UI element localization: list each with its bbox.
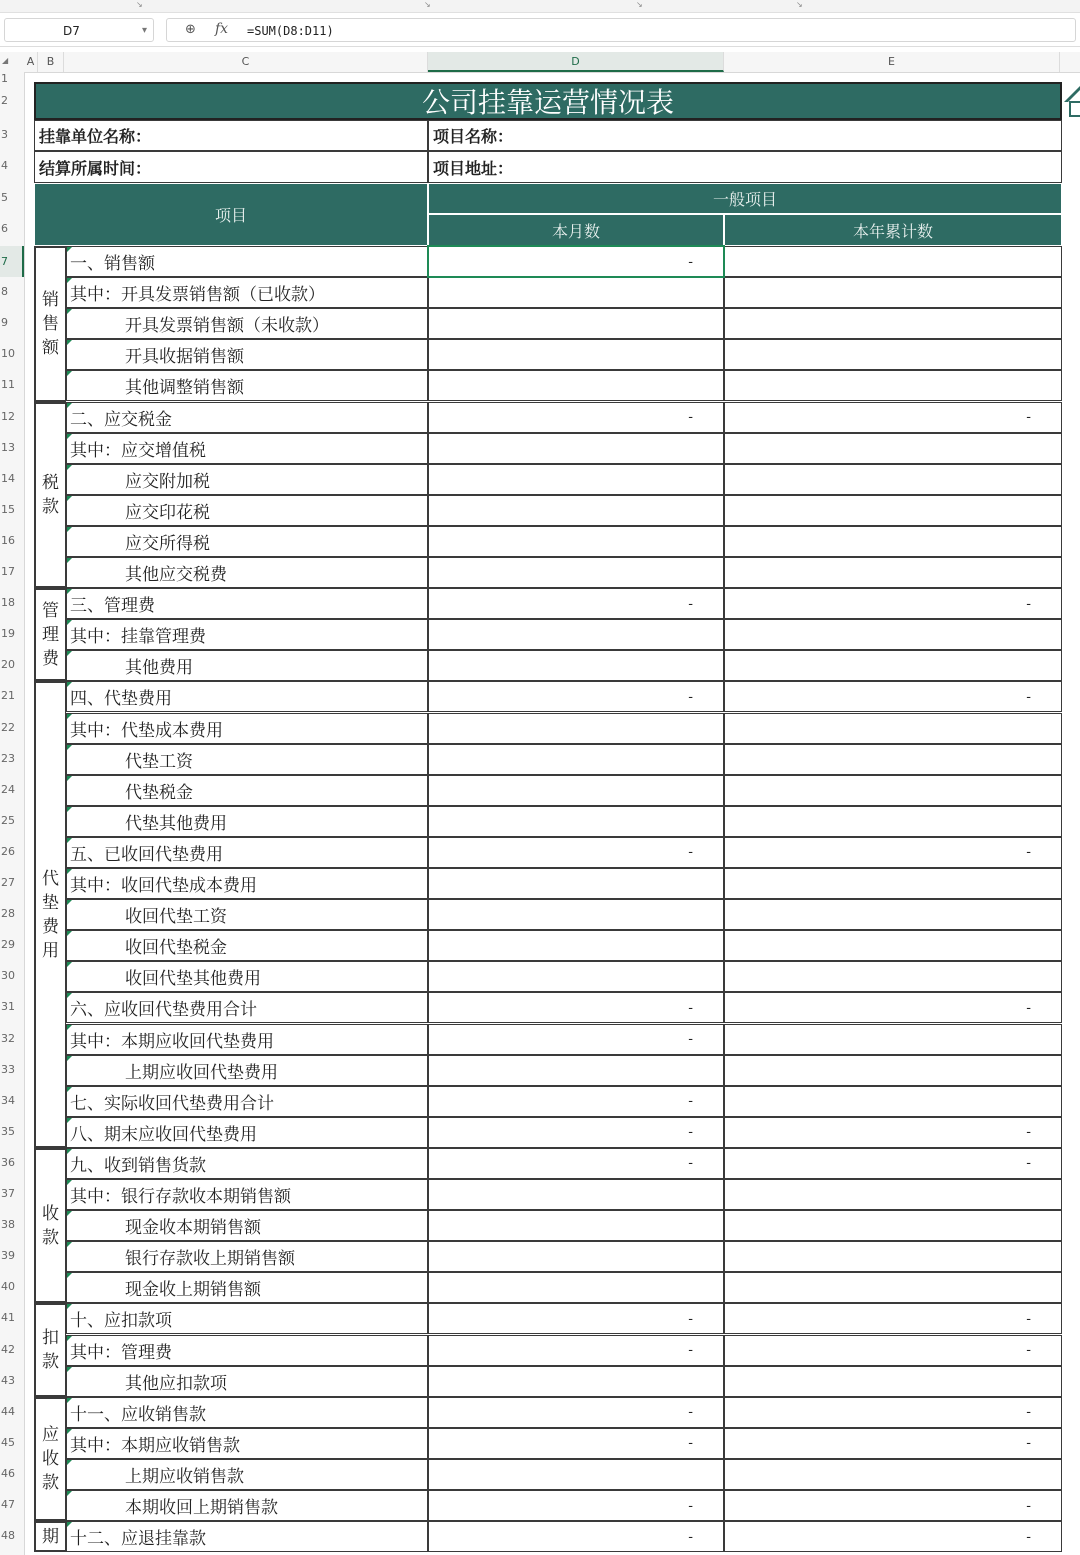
year-total-cell[interactable] [724,308,1062,339]
spreadsheet-grid[interactable] [24,72,1080,1555]
item-label[interactable]: 现金收上期销售额 [66,1272,428,1303]
ribbon-expand-icon[interactable]: ↘ [636,0,643,9]
category-label[interactable]: 销 售 额 [34,246,66,402]
item-label[interactable]: 其他费用 [66,650,428,681]
row-header[interactable]: 10 [1,347,15,361]
item-label[interactable]: 九、收到销售货款 [66,1148,428,1179]
header-this-month[interactable]: 本月数 [428,214,724,246]
sheet-title[interactable]: 公司挂靠运营情况表 [34,82,1062,120]
row-header[interactable]: 1 [1,72,8,85]
cell-indicator-icon [67,371,72,376]
this-month-cell[interactable] [428,1459,724,1490]
category-label[interactable]: 扣 款 [34,1303,66,1396]
this-month-cell[interactable] [428,1179,724,1210]
item-label[interactable]: 开具发票销售额（未收款） [66,308,428,339]
this-month-cell[interactable]: - [428,1303,724,1334]
year-total-cell[interactable]: - [724,992,1062,1023]
cell-indicator-icon [67,434,72,439]
year-total-cell[interactable]: - [724,837,1062,868]
year-total-cell[interactable] [724,1272,1062,1303]
row-header[interactable]: 8 [1,285,8,299]
item-label[interactable]: 收回代垫税金 [66,930,428,961]
item-label[interactable]: 其中：开具发票销售额（已收款） [66,277,428,308]
this-month-cell[interactable] [428,961,724,992]
row-header[interactable]: 45 [1,1435,15,1449]
settle-period-label[interactable]: 结算所属时间： [34,151,428,183]
year-total-cell[interactable] [724,806,1062,837]
header-item[interactable]: 项目 [34,183,428,246]
row-header[interactable]: 4 [1,159,8,172]
item-label[interactable]: 其中：本期应收回代垫费用 [66,1024,428,1055]
category-label[interactable]: 期 [34,1521,66,1552]
this-month-cell[interactable] [428,339,724,370]
year-total-cell[interactable] [724,557,1062,588]
year-total-cell[interactable] [724,370,1062,401]
project-name-label[interactable]: 项目名称： [428,120,1062,151]
cell-indicator-icon [67,714,72,719]
cell-indicator-icon [67,1460,72,1465]
this-month-cell[interactable]: - [428,1397,724,1428]
year-total-cell[interactable] [724,526,1062,557]
item-label[interactable]: 其中：挂靠管理费 [66,619,428,650]
cell-indicator-icon [67,620,72,625]
year-total-cell[interactable] [724,744,1062,775]
year-total-cell[interactable] [724,930,1062,961]
cell-indicator-icon [67,558,72,563]
zoom-icon[interactable]: ⊕ [185,22,196,37]
row-header[interactable]: 44 [1,1404,15,1418]
row-header[interactable]: 28 [1,907,15,921]
cell-indicator-icon [67,807,72,812]
year-total-cell[interactable]: - [724,1397,1062,1428]
this-month-cell[interactable] [428,713,724,744]
row-header[interactable]: 19 [1,627,15,641]
category-label[interactable]: 应 收 款 [34,1397,66,1521]
category-label[interactable]: 税 款 [34,402,66,589]
year-total-cell[interactable] [724,650,1062,681]
this-month-cell[interactable]: - [428,1335,724,1366]
this-month-cell[interactable]: - [428,1117,724,1148]
cell-indicator-icon [67,1087,72,1092]
item-label[interactable]: 应交所得税 [66,526,428,557]
year-total-cell[interactable] [724,1179,1062,1210]
item-label[interactable]: 代垫工资 [66,744,428,775]
cell-indicator-icon [67,1398,72,1403]
cell-indicator-icon [67,962,72,967]
year-total-cell[interactable] [724,246,1062,277]
row-header[interactable]: 12 [1,409,15,423]
year-total-cell[interactable]: - [724,402,1062,433]
item-label[interactable]: 十、应扣款项 [66,1303,428,1334]
cell-indicator-icon [67,1429,72,1434]
cell-indicator-icon [67,1367,72,1372]
item-label[interactable]: 其中：银行存款收本期销售额 [66,1179,428,1210]
row-header[interactable]: 26 [1,844,15,858]
row-header[interactable]: 30 [1,969,15,983]
item-label[interactable]: 代垫其他费用 [66,806,428,837]
item-label[interactable]: 上期应收回代垫费用 [66,1055,428,1086]
this-month-cell[interactable] [428,277,724,308]
item-label[interactable]: 其中：管理费 [66,1335,428,1366]
this-month-cell[interactable]: - [428,1086,724,1117]
year-total-cell[interactable] [724,1055,1062,1086]
item-label[interactable]: 二、应交税金 [66,402,428,433]
row-header[interactable]: 43 [1,1373,15,1387]
row-header[interactable]: 37 [1,1187,15,1200]
year-total-cell[interactable] [724,433,1062,464]
year-total-cell[interactable] [724,961,1062,992]
category-label[interactable]: 管 理 费 [34,588,66,681]
row-header[interactable]: 27 [1,876,15,889]
row-header[interactable]: 23 [1,751,15,765]
item-label[interactable]: 其中：应交增值税 [66,433,428,464]
cell-indicator-icon [67,993,72,998]
this-month-cell[interactable]: - [428,246,724,277]
item-label[interactable]: 一、销售额 [66,246,428,277]
cell-indicator-icon [67,1273,72,1278]
cell-indicator-icon [67,1211,72,1216]
row-header[interactable]: 48 [1,1529,15,1543]
this-month-cell[interactable]: - [428,588,724,619]
cell-indicator-icon [67,403,72,408]
category-label[interactable]: 收 款 [34,1148,66,1304]
fx-icon[interactable]: fx [215,21,229,37]
ribbon-expand-icon[interactable]: ↘ [796,0,803,9]
this-month-cell[interactable]: - [428,1148,724,1179]
column-header-b[interactable]: B [38,52,64,72]
this-month-cell[interactable] [428,744,724,775]
item-label[interactable]: 应交附加税 [66,464,428,495]
cell-indicator-icon [67,776,72,781]
row-header[interactable]: 32 [1,1031,15,1045]
year-total-cell[interactable] [724,619,1062,650]
item-label[interactable]: 八、期末应收回代垫费用 [66,1117,428,1148]
row-header[interactable]: 47 [1,1498,15,1511]
cell-indicator-icon [67,340,72,345]
year-total-cell[interactable] [724,339,1062,370]
item-label[interactable]: 银行存款收上期销售额 [66,1241,428,1272]
year-total-cell[interactable]: - [724,681,1062,712]
ribbon-strip [0,0,1080,13]
cell-indicator-icon [67,900,72,905]
item-label[interactable]: 五、已收回代垫费用 [66,837,428,868]
formula-input[interactable] [166,18,1076,42]
cell-indicator-icon [67,496,72,501]
ribbon-expand-icon[interactable]: ↘ [136,0,143,9]
row-header[interactable]: 46 [1,1466,15,1480]
cell-indicator-icon [67,527,72,532]
cell-indicator-icon [67,1522,72,1527]
header-general[interactable]: 一般项目 [428,183,1062,214]
row-header[interactable]: 11 [1,378,15,392]
item-label[interactable]: 其他应交税费 [66,557,428,588]
row-header[interactable]: 14 [1,471,15,485]
category-label[interactable]: 代 垫 费 用 [34,681,66,1148]
item-label[interactable]: 代垫税金 [66,775,428,806]
row-header[interactable]: 9 [1,316,8,330]
column-header-e[interactable]: E [724,52,1060,72]
row-header[interactable]: 13 [1,440,15,454]
this-month-cell[interactable] [428,557,724,588]
item-label[interactable]: 上期应收销售款 [66,1459,428,1490]
cell-reference: D7 [63,24,80,38]
row-header[interactable]: 6 [1,222,8,235]
item-label[interactable]: 其中：收回代垫成本费用 [66,868,428,899]
row-header[interactable]: 31 [1,1000,15,1014]
this-month-cell[interactable]: - [428,837,724,868]
cell-indicator-icon [67,1242,72,1247]
ribbon-expand-icon[interactable]: ↘ [424,0,431,9]
item-label[interactable]: 其他应扣款项 [66,1366,428,1397]
row-header[interactable]: 42 [1,1342,15,1356]
item-label[interactable]: 十一、应收销售款 [66,1397,428,1428]
item-label[interactable]: 收回代垫工资 [66,899,428,930]
row-header[interactable]: 38 [1,1218,15,1232]
name-box[interactable] [4,18,154,42]
this-month-cell[interactable] [428,464,724,495]
row-header[interactable]: 18 [1,596,15,610]
year-total-cell[interactable]: - [724,1490,1062,1521]
year-total-cell[interactable]: - [724,1428,1062,1459]
this-month-cell[interactable]: - [428,1490,724,1521]
cell-indicator-icon [67,651,72,656]
year-total-cell[interactable]: - [724,1303,1062,1334]
row-header[interactable]: 41 [1,1311,15,1325]
item-label[interactable]: 其中：代垫成本费用 [66,713,428,744]
column-headers [0,52,1080,73]
row-header[interactable]: 5 [1,191,8,204]
cell-indicator-icon [67,278,72,283]
cell-indicator-icon [67,869,72,874]
year-total-cell[interactable] [724,1241,1062,1272]
this-month-cell[interactable] [428,619,724,650]
cell-indicator-icon [67,682,72,687]
this-month-cell[interactable]: - [428,1024,724,1055]
row-header[interactable]: 40 [1,1280,15,1294]
project-address-label[interactable]: 项目地址： [428,151,1062,183]
this-month-cell[interactable] [428,1210,724,1241]
cell-indicator-icon [67,745,72,750]
year-total-cell[interactable] [724,1366,1062,1397]
cell-indicator-icon [67,1118,72,1123]
this-month-cell[interactable] [428,899,724,930]
cell-indicator-icon [67,1025,72,1030]
year-total-cell[interactable] [724,1024,1062,1055]
row-header[interactable]: 22 [1,720,15,734]
cell-indicator-icon [67,1180,72,1185]
this-month-cell[interactable]: - [428,992,724,1023]
column-header-c[interactable]: C [64,52,428,72]
row-header[interactable]: 25 [1,813,15,827]
this-month-cell[interactable] [428,1366,724,1397]
cell-indicator-icon [67,1336,72,1341]
row-header[interactable]: 20 [1,658,15,672]
item-label[interactable]: 其中：本期应收销售款 [66,1428,428,1459]
year-total-cell[interactable] [724,775,1062,806]
cell-indicator-icon [67,1304,72,1309]
year-total-cell[interactable]: - [724,1521,1062,1552]
year-total-cell[interactable] [724,868,1062,899]
row-header[interactable]: 7 [0,246,24,277]
row-header[interactable]: 35 [1,1124,15,1138]
row-headers [0,72,25,1555]
year-total-cell[interactable] [724,1210,1062,1241]
cell-indicator-icon [67,589,72,594]
item-label[interactable]: 三、管理费 [66,588,428,619]
column-header-d[interactable]: D [428,52,724,72]
row-header[interactable]: 34 [1,1093,15,1107]
cell-indicator-icon [67,309,72,314]
formula-bar [0,14,1080,47]
year-total-cell[interactable]: - [724,1335,1062,1366]
year-total-cell[interactable] [724,713,1062,744]
year-total-cell[interactable]: - [724,1148,1062,1179]
cell-indicator-icon [67,465,72,470]
item-label[interactable]: 现金收本期销售额 [66,1210,428,1241]
row-header[interactable]: 24 [1,782,15,796]
row-header[interactable]: 36 [1,1155,15,1169]
this-month-cell[interactable] [428,308,724,339]
item-label[interactable]: 开具收据销售额 [66,339,428,370]
this-month-cell[interactable] [428,806,724,837]
year-total-cell[interactable] [724,1086,1062,1117]
item-label[interactable]: 四、代垫费用 [66,681,428,712]
this-month-cell[interactable] [428,1055,724,1086]
cell-indicator-icon [67,931,72,936]
this-month-cell[interactable] [428,495,724,526]
item-label[interactable]: 本期收回上期销售款 [66,1490,428,1521]
this-month-cell[interactable] [428,370,724,401]
row-header[interactable]: 3 [1,128,8,141]
year-total-cell[interactable]: - [724,588,1062,619]
cell-indicator-icon [67,1491,72,1496]
year-total-cell[interactable] [724,464,1062,495]
header-year-total[interactable]: 本年累计数 [724,214,1062,246]
row-header[interactable]: 39 [1,1249,15,1263]
column-header-a[interactable]: A [24,52,38,72]
item-label[interactable]: 应交印花税 [66,495,428,526]
this-month-cell[interactable]: - [428,681,724,712]
this-month-cell[interactable] [428,868,724,899]
this-month-cell[interactable] [428,1272,724,1303]
chevron-down-icon[interactable]: ▾ [141,25,147,36]
item-label[interactable]: 七、实际收回代垫费用合计 [66,1086,428,1117]
row-header[interactable]: 2 [1,94,8,107]
unit-name-label[interactable]: 挂靠单位名称： [34,120,428,151]
year-total-cell[interactable] [724,277,1062,308]
cell-indicator-icon [67,1149,72,1154]
row-header[interactable]: 29 [1,938,15,952]
item-label[interactable]: 十二、应退挂靠款 [66,1521,428,1552]
row-header[interactable]: 21 [1,689,15,703]
item-label[interactable]: 其他调整销售额 [66,370,428,401]
this-month-cell[interactable] [428,775,724,806]
this-month-cell[interactable] [428,526,724,557]
row-header[interactable]: 33 [1,1062,15,1076]
this-month-cell[interactable]: - [428,1428,724,1459]
this-month-cell[interactable] [428,650,724,681]
year-total-cell[interactable] [724,495,1062,526]
cell-indicator-icon [67,1056,72,1061]
row-header[interactable]: 17 [1,565,15,578]
this-month-cell[interactable] [428,433,724,464]
this-month-cell[interactable]: - [428,1521,724,1552]
select-all-corner-icon[interactable]: ◢ [2,56,9,65]
year-total-cell[interactable]: - [724,1117,1062,1148]
row-header[interactable]: 15 [1,502,15,516]
this-month-cell[interactable] [428,1241,724,1272]
this-month-cell[interactable]: - [428,402,724,433]
item-label[interactable]: 六、应收回代垫费用合计 [66,992,428,1023]
item-label[interactable]: 收回代垫其他费用 [66,961,428,992]
cell-indicator-icon [67,838,72,843]
cell-indicator-icon [67,247,72,252]
year-total-cell[interactable] [724,899,1062,930]
year-total-cell[interactable] [724,1459,1062,1490]
formula-text[interactable]: =SUM(D8:D11) [247,24,334,38]
this-month-cell[interactable] [428,930,724,961]
row-header[interactable]: 16 [1,533,15,547]
home-icon [1062,80,1080,118]
